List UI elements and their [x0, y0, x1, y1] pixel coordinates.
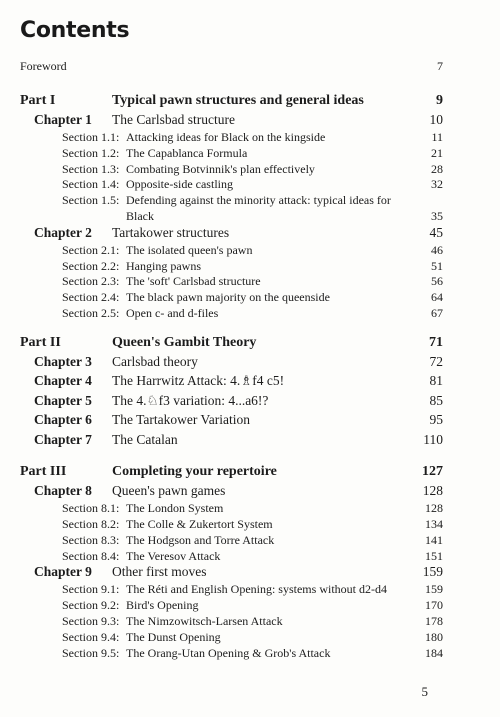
section-title: The Nimzowitsch-Larsen Attack	[126, 614, 283, 629]
chapter-page: 128	[422, 483, 443, 499]
section-title: The Colle & Zukertort System	[126, 517, 273, 532]
chapter-page: 159	[422, 564, 443, 580]
section-title: The Hodgson and Torre Attack	[126, 532, 275, 547]
chapter-page: 10	[429, 112, 443, 127]
section-title: Combating Botvinnik's plan effectively	[126, 161, 315, 176]
chapter-page: 45	[429, 224, 443, 240]
part-page: 71	[429, 334, 443, 350]
part-label: Part II	[20, 334, 61, 350]
toc-part-1[interactable]	[20, 93, 443, 112]
section-title: The Dunst Opening	[126, 629, 221, 644]
toc-section-9-5[interactable]	[20, 646, 443, 662]
entry-title: Foreword	[20, 59, 67, 73]
part-page: 127	[422, 464, 443, 480]
toc-section-8-2[interactable]	[20, 517, 443, 533]
section-title: The Veresov Attack	[126, 548, 221, 563]
toc-section-9-2[interactable]	[20, 598, 443, 614]
section-title: The black pawn majority on the queenside	[126, 290, 330, 305]
chapter-page: 81	[429, 373, 443, 389]
section-label: Section 8.1:	[62, 501, 120, 516]
toc-chapter-9[interactable]	[20, 564, 443, 582]
toc-section-9-3[interactable]	[20, 614, 443, 630]
section-label: Section 9.3:	[62, 614, 120, 629]
section-title: Attacking ideas for Black on the kingside	[126, 130, 326, 144]
section-page: 134	[425, 517, 443, 532]
section-title: The Réti and English Opening: systems without d2-d4	[126, 582, 387, 597]
chapter-label: Chapter 3	[34, 353, 92, 369]
toc-part-3[interactable]	[20, 464, 443, 483]
toc-section-8-3[interactable]	[20, 533, 443, 549]
chapter-page: 85	[429, 392, 443, 408]
section-title: The 'soft' Carlsbad structure	[126, 274, 261, 289]
chapter-title: Tartakower structures	[112, 224, 230, 240]
section-title: Bird's Opening	[126, 598, 199, 613]
chapter-label: Chapter 6	[34, 412, 92, 428]
toc-chapter-6[interactable]	[20, 412, 443, 432]
section-title: The Orang-Utan Opening & Grob's Attack	[126, 645, 331, 660]
section-label: Section 2.3:	[62, 274, 120, 289]
chapter-title: Carlsbad theory	[112, 353, 198, 369]
chapter-title: The 4.♘f3 variation: 4...a6!?	[112, 392, 269, 408]
chapter-page: 95	[429, 412, 443, 428]
section-page: 51	[431, 258, 443, 273]
chapter-label: Chapter 7	[34, 431, 92, 447]
section-label: Section 8.4:	[62, 548, 120, 563]
toc-section-8-4[interactable]	[20, 549, 443, 565]
section-page: 56	[431, 274, 443, 289]
toc-section-2-4[interactable]	[20, 290, 443, 306]
toc-section-1-4[interactable]	[20, 177, 443, 193]
section-page: 64	[431, 290, 443, 305]
toc-section-8-1[interactable]	[20, 501, 443, 517]
section-label: Section 2.4:	[62, 290, 120, 305]
part-label: Part I	[20, 93, 56, 108]
toc-chapter-8[interactable]	[20, 483, 443, 501]
section-label: Section 8.2:	[62, 517, 120, 532]
toc-chapter-2[interactable]	[20, 225, 443, 243]
section-label: Section 2.2:	[62, 258, 120, 273]
chapter-label: Chapter 5	[34, 392, 92, 408]
toc-section-1-2[interactable]	[20, 146, 443, 162]
part-page: 9	[436, 93, 443, 108]
toc-chapter-4[interactable]	[20, 373, 443, 393]
part-title: Queen's Gambit Theory	[112, 334, 257, 350]
section-title: The isolated queen's pawn	[126, 242, 253, 257]
section-title: The London System	[126, 501, 224, 516]
toc-section-1-1[interactable]	[20, 130, 443, 146]
chapter-title: The Catalan	[112, 431, 178, 447]
section-label: Section 9.4:	[62, 629, 120, 644]
part-title: Completing your repertoire	[112, 464, 277, 480]
toc-chapter-3[interactable]	[20, 354, 443, 374]
page-number: 5	[421, 684, 428, 699]
section-label: Section 1.2:	[62, 145, 120, 160]
part-label: Part III	[20, 464, 67, 480]
section-page: 11	[431, 130, 443, 144]
toc-section-2-1[interactable]	[20, 243, 443, 259]
section-label: Section 9.5:	[62, 645, 120, 660]
section-page: 46	[431, 242, 443, 257]
chapter-title: Other first moves	[112, 564, 207, 580]
table-of-contents	[20, 59, 443, 661]
section-title: The Capablanca Formula	[126, 145, 248, 160]
section-page: 67	[431, 305, 443, 320]
section-page: 28	[431, 161, 443, 176]
chapter-page: 110	[423, 431, 443, 447]
chapter-label: Chapter 4	[34, 373, 92, 389]
toc-chapter-7[interactable]	[20, 432, 443, 452]
section-label: Section 1.4:	[62, 177, 120, 192]
toc-section-1-3[interactable]	[20, 162, 443, 178]
section-label: Section 1.1:	[62, 130, 120, 144]
chapter-label: Chapter 2	[34, 224, 92, 240]
toc-entry-foreword[interactable]	[20, 59, 443, 77]
section-title: Open c- and d-files	[126, 305, 219, 320]
toc-chapter-1[interactable]	[20, 112, 443, 130]
section-page: 170	[425, 598, 443, 613]
toc-section-1-5-continuation[interactable]	[20, 209, 443, 225]
section-title: Defending against the minority attack: typical ideas for	[126, 193, 391, 208]
toc-section-1-5[interactable]	[20, 193, 443, 209]
section-label: Section 9.2:	[62, 598, 120, 613]
toc-chapter-5[interactable]	[20, 393, 443, 413]
section-label: Section 1.5:	[62, 193, 120, 208]
chapter-title: The Carlsbad structure	[112, 112, 235, 127]
toc-section-2-5[interactable]	[20, 306, 443, 322]
section-page: 151	[425, 548, 443, 563]
chapter-title: Queen's pawn games	[112, 483, 226, 499]
section-page: 32	[431, 177, 443, 192]
section-page: 141	[425, 532, 443, 547]
toc-section-2-3[interactable]	[20, 274, 443, 290]
toc-section-2-2[interactable]	[20, 259, 443, 275]
chapter-label: Chapter 1	[34, 112, 92, 127]
section-label: Section 2.1:	[62, 242, 120, 257]
section-label: Section 9.1:	[62, 582, 120, 597]
entry-page: 7	[437, 59, 443, 73]
page-title: Contents	[20, 18, 130, 43]
chapter-page: 72	[429, 353, 443, 369]
chapter-label: Chapter 8	[34, 483, 92, 499]
toc-section-9-1[interactable]	[20, 582, 443, 598]
toc-part-2[interactable]	[20, 335, 443, 354]
section-page: 128	[425, 501, 443, 516]
section-page: 21	[431, 145, 443, 160]
section-title: Opposite-side castling	[126, 177, 233, 192]
section-page: 35	[431, 208, 443, 223]
toc-section-9-4[interactable]	[20, 630, 443, 646]
section-title: Hanging pawns	[126, 258, 201, 273]
section-label: Section 8.3:	[62, 532, 120, 547]
chapter-title: The Harrwitz Attack: 4.♗f4 c5!	[112, 373, 285, 389]
section-page: 180	[425, 629, 443, 644]
chapter-label: Chapter 9	[34, 564, 92, 580]
part-title: Typical pawn structures and general ideas	[112, 93, 364, 108]
section-label: Section 1.3:	[62, 161, 120, 176]
section-page: 159	[425, 582, 443, 597]
section-title-continuation: Black	[126, 208, 154, 223]
section-label: Section 2.5:	[62, 305, 120, 320]
section-page: 184	[425, 645, 443, 660]
chapter-title: The Tartakower Variation	[112, 412, 251, 428]
section-page: 178	[425, 614, 443, 629]
